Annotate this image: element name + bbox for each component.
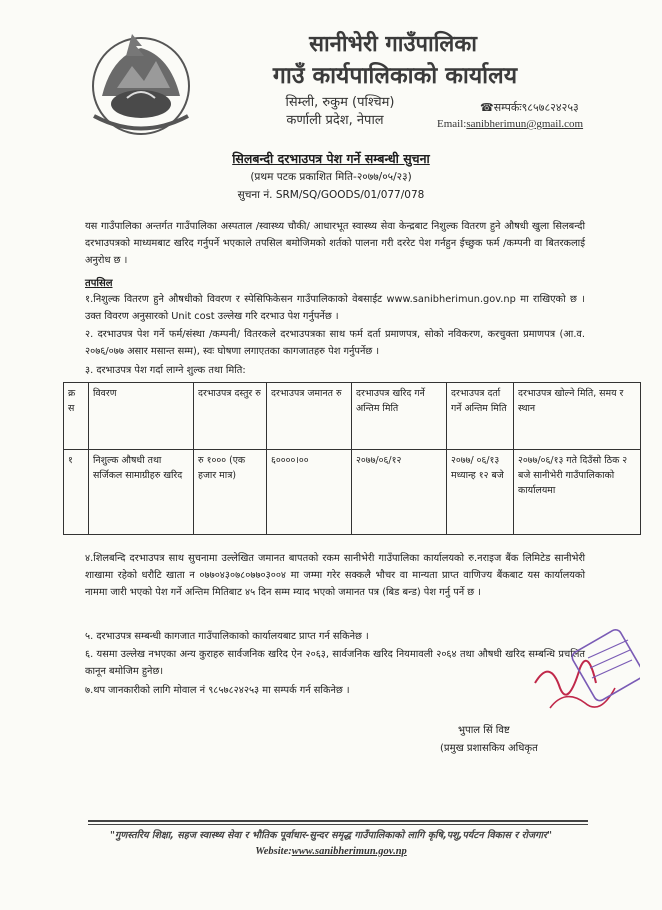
website-label: Website: [255,846,292,857]
table-cell: २०७७/०६/१२ [352,450,447,535]
notice-title: सिलबन्दी दरभाउपत्र पेश गर्ने सम्बन्धी सुचना [232,151,430,166]
footer-website [0,846,662,857]
table-cell: रु १००० (एक हजार मात्र) [194,450,267,535]
notice-published-date: (प्रथम पटक प्रकाशित मिति-२०७७/०५/२३) [250,171,412,183]
table-cell: ६००००।०० [267,450,352,535]
signatory-name: भुपाल सिं विष्ट [458,725,510,736]
fee-schedule-table [63,382,641,535]
table-header-cell: दरभाउपत्र दस्तुर रु [194,383,267,450]
signatory-role: (प्रमुख प्रशासकिय अधिकृत [440,743,538,754]
point-5: ५. दरभाउपत्र सम्बन्धी कागजात गाउँपालिकाको कार्यालयबाट प्राप्त गर्न सकिनेछ । [85,631,369,642]
tapsil-heading: तपसिल [85,278,113,289]
point-1: १.निशुल्क वितरण हुने औषधीको विवरण र स्पेसिफिकेसन गाउँपालिकाको वेबसाईट www.sanibherimun.gov.np मा राखिएको छ । उक्त विवरण अनुसारको Unit cost उल्लेख गरि दरभाउ पेश गर्नुपर्नेछ । [85,294,585,322]
email-link[interactable]: sanibherimun@gmail.com [466,118,584,130]
table-cell: निशुल्क औषधी तथा सर्जिकल सामाग्रीहरु खरिद [89,450,194,535]
government-emblem-icon [82,26,200,138]
footer-slogan: "गुणस्तरिय शिक्षा, सहज स्वास्थ्य सेवा र भौतिक पूर्वाधार-सुन्दर समृद्ध गाउँपालिकाको लागि कृषि,पशु,पर्यटन विकास र रोजगार" [110,830,552,841]
intro-paragraph: यस गाउँपालिका अन्तर्गत गाउँपालिका अस्पताल /स्वास्थ्य चौकी/ आधारभूत स्वास्थ्य सेवा केन्द्रबाट निशुल्क वितरण हुने औषधी खुला सिलबन्दी दरभाउपत्रको माध्यमबाट खरिद गर्नुपर्ने भएकाले तपसिल बमोजिमको शर्तको पालना गरी दररेट पेश गर्नहुन ईच्छुक फर्म /कम्पनी वा बितरकलाई अनुरोध छ । [85,221,585,266]
point-6: ६. यसमा उल्लेख नभएका अन्य कुराहरु सार्वजनिक खरिद ऐन २०६३, सार्वजनिक खरिद नियमावली २०६४ तथा औषधी खरिद सम्बन्धि प्रचलित कानून बमोजिम हुनेछ। [85,649,585,677]
table-header-cell: विवरण [89,383,194,450]
point-3: ३. दरभाउपत्र पेश गर्दा लाग्ने शुल्क तथा मिति: [85,365,246,376]
table-header-row [64,383,641,450]
office-province: कर्णाली प्रदेश, नेपाल [286,113,384,128]
table-header-cell: दरभाउपत्र खरिद गर्ने अन्तिम मिति [352,383,447,450]
table-header-cell: दरभाउपत्र दर्ता गर्ने अन्तिम मिति [447,383,514,450]
footer-divider [88,820,588,822]
municipality-name: सानीभेरी गाउँपालिका [309,32,477,57]
footer-divider [88,824,588,825]
website-link[interactable]: www.sanibherimun.gov.np [291,846,407,857]
office-address: सिम्ली, रुकुम (पश्चिम) [285,95,395,110]
table-header-cell: दरभाउपत्र जमानत रु [267,383,352,450]
point-4: ४.शिलबन्दि दरभाउपत्र साथ सुचनामा उल्लेखित जमानत बापतको रकम सानीभेरी गाउँपालिका कार्यालयको रु.नराइज बैंक लिमिटेड सानीभेरी शाखामा रहेको धरौटि खाता न ०७७०४३०७८०७७०३००४ मा जम्मा गरेर सक्कलै भौचर वा मान्यता प्राप्त वाणिज्य बैंकबाट यस कार्यालयको नाममा जारी भएको पेश गर्ने अन्तिम मितिबाट ४५ दिन सम्म म्याद भएको जमानत पत्र (बिड बन्ड) पेश गर्नु पर्ने छ । [85,553,585,598]
table-cell: २०७७/०६/१३ गते दिउँसो ठिक २ बजे सानीभेरी गाउँपालिकाको कार्यालयमा [514,450,641,535]
notice-number: सुचना नं. SRM/SQ/GOODS/01/077/078 [237,189,425,201]
signature-stamp-icon [530,628,640,728]
email-label: Email: [437,118,467,130]
point-2: २. दरभाउपत्र पेश गर्ने फर्म/संस्था /कम्पनी/ वितरकले दरभाउपत्रका साथ फर्म दर्ता प्रमाणपत्र, सोको नविकरण, करचुक्ता प्रमाणपत्र (आ.व. २०७६/०७७ असार मसान्त सम्म), स्वः घोषणा लगाएतका कागजातहरु पेश गर्नुपर्नेछ । [85,329,585,357]
table-row [64,450,641,535]
table-header-cell: दरभाउपत्र खोल्ने मिति, समय र स्थान [514,383,641,450]
office-name: गाउँ कार्यपालिकाको कार्यालय [272,63,518,89]
contact-phone: ☎सम्पर्कः९८५७८२४२५३ [480,101,579,114]
contact-email [437,118,583,130]
table-cell: २०७७/ ०६/१३ मध्यान्ह १२ बजे [447,450,514,535]
point-7: ७.थप जानकारीको लागि मोवाल नं ९८५७८२४२५३ मा सम्पर्क गर्न सकिनेछ । [85,685,350,696]
table-cell: १ [64,450,89,535]
table-header-cell: क्र स [64,383,89,450]
